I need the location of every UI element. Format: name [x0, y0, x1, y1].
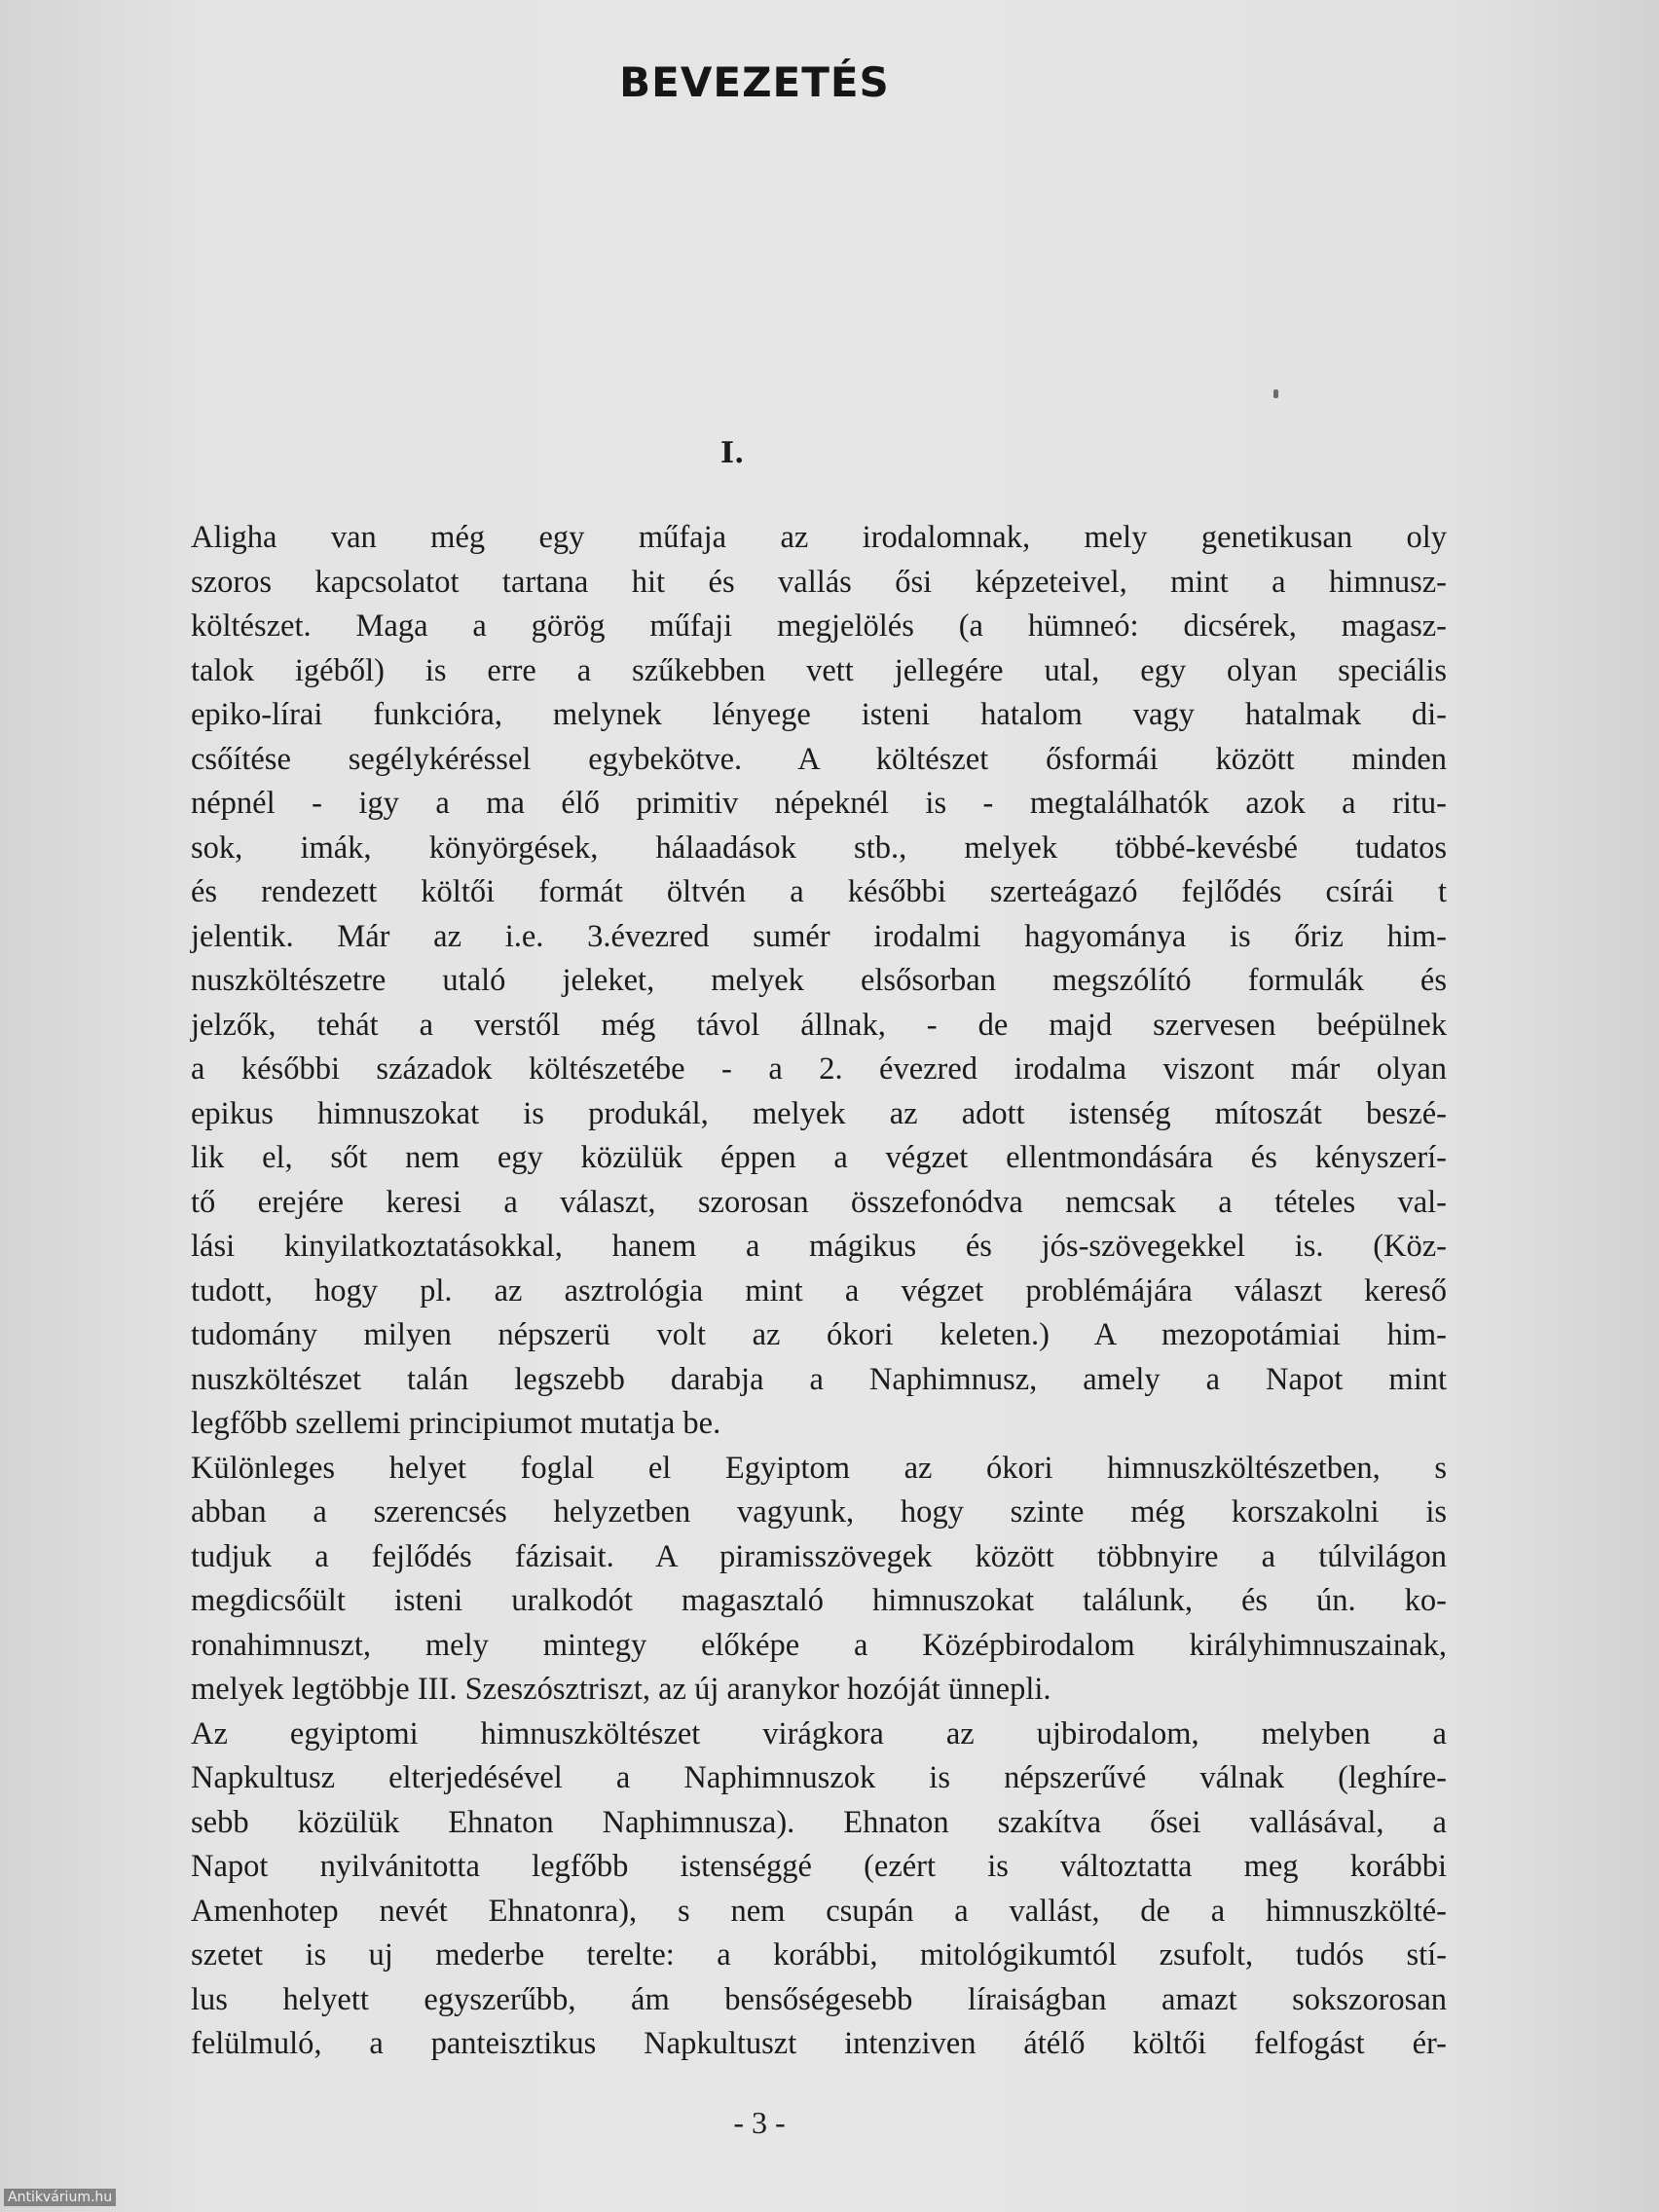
- scan-speck: [1273, 389, 1278, 398]
- text-line: tudomány milyen népszerü volt az ókori keleten.) A mezopotámiai him-: [191, 1317, 1447, 1352]
- paragraph-3: [84, 1713, 1447, 2067]
- watermark: Antikvárium.hu: [4, 2189, 116, 2206]
- text-line: a későbbi századok költészetébe - a 2. évezred irodalma viszont már olyan: [191, 1051, 1447, 1087]
- text-line: felülmuló, a panteisztikus Napkultuszt intenziven átélő költői felfogást ér-: [191, 2026, 1447, 2061]
- text-line: szetet is uj mederbe terelte: a korábbi, mitológikumtól zsufolt, tudós stí-: [191, 1937, 1447, 1972]
- text-line: epikus himnuszokat is produkál, melyek az adott istenség mítoszát beszé-: [191, 1095, 1447, 1131]
- text-line: legfőbb szellemi principiumot mutatja be.: [191, 1406, 721, 1441]
- text-line: lik el, sőt nem egy közülük éppen a végzet ellentmondására és kényszerí-: [191, 1140, 1447, 1175]
- text-line: tő erejére keresi a választ, szorosan összefonódva nemcsak a tételes val-: [191, 1184, 1447, 1220]
- text-line: megdicsőült isteni uralkodót magasztaló himnuszokat találunk, és ún. ko-: [191, 1583, 1447, 1618]
- text-line: Az egyiptomi himnuszköltészet virágkora az ujbirodalom, melyben a: [191, 1715, 1447, 1751]
- text-line: költészet. Maga a görög műfaji megjelölés (a hümneó: dicsérek, magasz-: [191, 608, 1447, 644]
- text-line: melyek legtöbbje III. Szeszósztriszt, az új aranykor hozóját ünnepli.: [191, 1672, 1051, 1707]
- text-line: epiko-lírai funkcióra, melynek lényege isteni hatalom vagy hatalmak di-: [191, 697, 1447, 732]
- section-number: I.: [720, 436, 745, 470]
- text-line: jelzők, tehát a verstől még távol állnak, - de majd szervesen beépülnek: [191, 1007, 1447, 1043]
- body-text: [84, 516, 1447, 2067]
- text-line: szoros kapcsolatot tartana hit és vallás ősi képzeteivel, mint a himnusz-: [191, 564, 1447, 600]
- paragraph-1: [84, 516, 1447, 1447]
- text-line: talok igéből) is erre a szűkebben vett jellegére utal, egy olyan speciális: [191, 652, 1447, 688]
- text-line: sebb közülük Ehnaton Naphimnusza). Ehnaton szakítva ősei vallásával, a: [191, 1804, 1447, 1840]
- text-line: lus helyett egyszerűbb, ám bensőségesebb líraiságban amazt sokszorosan: [191, 1981, 1447, 2017]
- text-line: abban a szerencsés helyzetben vagyunk, hogy szinte még korszakolni is: [191, 1494, 1447, 1530]
- text-line: Különleges helyet foglal el Egyiptom az ókori himnuszköltészetben, s: [191, 1450, 1447, 1486]
- text-line: nuszköltészetre utaló jeleket, melyek elsősorban megszólító formulák és: [191, 963, 1447, 998]
- page-number: - 3 -: [733, 2105, 786, 2140]
- text-line: csőítése segélykéréssel egybekötve. A költészet ősformái között minden: [191, 741, 1447, 777]
- page-title: BEVEZETÉS: [619, 58, 890, 106]
- text-line: tudjuk a fejlődés fázisait. A piramisszövegek között többnyire a túlvilágon: [191, 1538, 1447, 1574]
- text-line: ronahimnuszt, mely mintegy előképe a Középbirodalom királyhimnuszainak,: [191, 1627, 1447, 1663]
- text-line: és rendezett költői formát öltvén a későbbi szerteágazó fejlődés csírái t: [191, 874, 1447, 909]
- text-line: Napkultusz elterjedésével a Naphimnuszok is népszerűvé válnak (leghíre-: [191, 1760, 1447, 1795]
- text-line: sok, imák, könyörgések, hálaadások stb., melyek többé-kevésbé tudatos: [191, 830, 1447, 866]
- text-line: népnél - igy a ma élő primitiv népeknél is - megtalálhatók azok a ritu-: [191, 786, 1447, 821]
- text-line: tudott, hogy pl. az asztrológia mint a végzet problémájára választ kereső: [191, 1272, 1447, 1309]
- text-line: nuszköltészet talán legszebb darabja a Naphimnusz, amely a Napot mint: [191, 1361, 1447, 1397]
- paragraph-2: [84, 1447, 1447, 1713]
- text-line: jelentik. Már az i.e. 3.évezred sumér irodalmi hagyománya is őriz him-: [191, 918, 1447, 954]
- text-line: Amenhotep nevét Ehnatonra), s nem csupán a vallást, de a himnuszkölté-: [191, 1893, 1447, 1929]
- text-line: Aligha van még egy műfaja az irodalomnak, mely genetikusan oly: [191, 520, 1447, 555]
- text-line: lási kinyilatkoztatásokkal, hanem a mágikus és jós-szövegekkel is. (Köz-: [191, 1229, 1447, 1264]
- text-line: Napot nyilvánitotta legfőbb istenséggé (ezért is változtatta meg korábbi: [191, 1849, 1447, 1884]
